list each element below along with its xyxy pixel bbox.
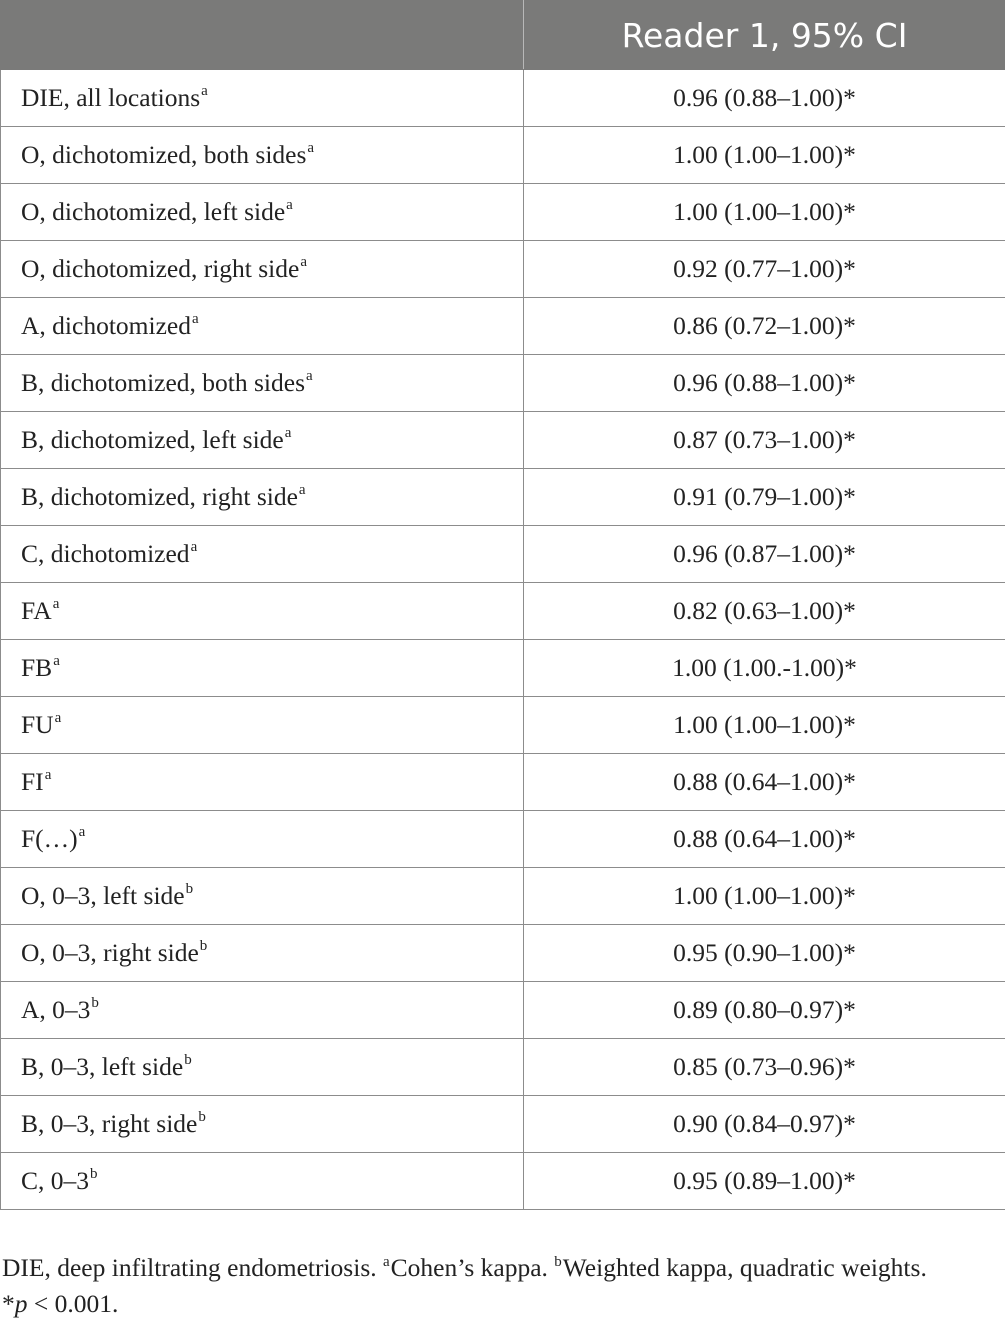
row-label-cell: [1, 1039, 524, 1096]
table-row: [1, 1153, 1005, 1210]
row-kappa-value: 0.82 (0.63–1.00)*: [524, 583, 1005, 640]
table-row: [1, 355, 1005, 412]
row-label: O, dichotomized, left side: [21, 197, 286, 226]
table-row: [1, 811, 1005, 868]
table-row: [1, 469, 1005, 526]
row-label-cell: [1, 868, 524, 925]
row-kappa-value: 0.91 (0.79–1.00)*: [524, 469, 1005, 526]
row-label: F(…): [21, 824, 78, 853]
table-row: [1, 1039, 1005, 1096]
row-footnote-mark: a: [191, 311, 199, 327]
table-row: [1, 412, 1005, 469]
row-kappa-value: 0.96 (0.88–1.00)*: [524, 70, 1005, 127]
footnote-abbreviation: DIE, deep infiltrating endometriosis.: [2, 1253, 377, 1282]
row-footnote-mark: a: [286, 197, 293, 213]
row-label: O, 0–3, right side: [21, 938, 199, 967]
row-label: O, 0–3, left side: [21, 881, 185, 910]
row-kappa-value: 0.87 (0.73–1.00)*: [524, 412, 1005, 469]
row-footnote-mark: a: [54, 710, 62, 726]
footnote-p-symbol: p: [14, 1289, 28, 1318]
footnote-weighted-kappa: Weighted kappa, quadratic weights.: [562, 1253, 927, 1282]
table-row: [1, 298, 1005, 355]
row-footnote-mark: b: [90, 1166, 98, 1182]
row-footnote-mark: a: [284, 425, 292, 441]
row-footnote-mark: a: [52, 596, 60, 612]
row-label: FA: [21, 596, 52, 625]
row-footnote-mark: b: [198, 1109, 206, 1125]
table-row: [1, 697, 1005, 754]
table-header: [1, 1, 1005, 70]
row-label-cell: [1, 925, 524, 982]
row-label-cell: [1, 811, 524, 868]
table-row: [1, 127, 1005, 184]
row-label-cell: [1, 640, 524, 697]
row-footnote-mark: a: [44, 767, 52, 783]
row-label-cell: [1, 184, 524, 241]
row-kappa-value: 0.90 (0.84–0.97)*: [524, 1096, 1005, 1153]
row-kappa-value: 1.00 (1.00.-1.00)*: [524, 640, 1005, 697]
header-label-column: [1, 1, 524, 70]
row-kappa-value: 0.86 (0.72–1.00)*: [524, 298, 1005, 355]
row-label-cell: [1, 70, 524, 127]
row-label-cell: [1, 127, 524, 184]
row-label: C, dichotomized: [21, 539, 190, 568]
row-kappa-value: 1.00 (1.00–1.00)*: [524, 697, 1005, 754]
row-footnote-mark: a: [53, 653, 60, 669]
table-row: [1, 184, 1005, 241]
row-label: FU: [21, 710, 54, 739]
row-footnote-mark: a: [201, 83, 208, 99]
table-body: [1, 70, 1005, 1210]
row-label: B, dichotomized, both sides: [21, 368, 306, 397]
row-label-cell: [1, 298, 524, 355]
row-label-cell: [1, 469, 524, 526]
table-row: [1, 868, 1005, 925]
footnote-p-value: < 0.001.: [27, 1289, 119, 1318]
row-footnote-mark: b: [91, 995, 99, 1011]
header-reader-column: Reader 1, 95% CI: [524, 1, 1005, 70]
row-label: B, 0–3, left side: [21, 1052, 184, 1081]
table-row: [1, 640, 1005, 697]
row-label-cell: [1, 1096, 524, 1153]
table-footnote: [2, 1252, 1002, 1320]
row-label-cell: [1, 241, 524, 298]
row-label-cell: [1, 355, 524, 412]
row-footnote-mark: a: [307, 140, 315, 156]
row-label: B, dichotomized, left side: [21, 425, 284, 454]
row-label: O, dichotomized, right side: [21, 254, 300, 283]
row-label: A, dichotomized: [21, 311, 191, 340]
row-kappa-value: 0.95 (0.89–1.00)*: [524, 1153, 1005, 1210]
row-footnote-mark: b: [184, 1052, 192, 1068]
row-label: C, 0–3: [21, 1166, 90, 1195]
table-row: [1, 70, 1005, 127]
table-row: [1, 241, 1005, 298]
row-label-cell: [1, 982, 524, 1039]
footnote-mark-a: a: [383, 1254, 390, 1270]
row-kappa-value: 1.00 (1.00–1.00)*: [524, 127, 1005, 184]
row-kappa-value: 0.96 (0.88–1.00)*: [524, 355, 1005, 412]
row-kappa-value: 0.89 (0.80–0.97)*: [524, 982, 1005, 1039]
row-label: FB: [21, 653, 53, 682]
table-row: [1, 526, 1005, 583]
row-kappa-value: 0.85 (0.73–0.96)*: [524, 1039, 1005, 1096]
row-footnote-mark: b: [185, 881, 194, 897]
row-footnote-mark: a: [190, 539, 198, 555]
row-label: DIE, all locations: [21, 83, 201, 112]
row-footnote-mark: b: [199, 938, 208, 954]
row-label-cell: [1, 697, 524, 754]
row-kappa-value: 1.00 (1.00–1.00)*: [524, 868, 1005, 925]
row-label: B, dichotomized, right side: [21, 482, 298, 511]
table-row: [1, 583, 1005, 640]
row-kappa-value: 0.95 (0.90–1.00)*: [524, 925, 1005, 982]
row-footnote-mark: a: [78, 824, 86, 840]
row-label-cell: [1, 1153, 524, 1210]
table-row: [1, 982, 1005, 1039]
row-kappa-value: 0.88 (0.64–1.00)*: [524, 811, 1005, 868]
row-label-cell: [1, 412, 524, 469]
table-row: [1, 1096, 1005, 1153]
footnote-mark-b: b: [554, 1254, 562, 1270]
row-kappa-value: 0.88 (0.64–1.00)*: [524, 754, 1005, 811]
row-kappa-value: 0.96 (0.87–1.00)*: [524, 526, 1005, 583]
row-kappa-value: 1.00 (1.00–1.00)*: [524, 184, 1005, 241]
row-label-cell: [1, 526, 524, 583]
row-footnote-mark: a: [306, 368, 313, 384]
row-label: O, dichotomized, both sides: [21, 140, 307, 169]
footnote-cohens-kappa: Cohen’s kappa.: [390, 1253, 548, 1282]
row-footnote-mark: a: [298, 482, 306, 498]
row-label: B, 0–3, right side: [21, 1109, 198, 1138]
row-label: A, 0–3: [21, 995, 91, 1024]
footnote-star: *: [2, 1289, 15, 1318]
table-row: [1, 925, 1005, 982]
table-row: [1, 754, 1005, 811]
row-kappa-value: 0.92 (0.77–1.00)*: [524, 241, 1005, 298]
row-footnote-mark: a: [300, 254, 307, 270]
row-label: FI: [21, 767, 44, 796]
row-label-cell: [1, 583, 524, 640]
row-label-cell: [1, 754, 524, 811]
